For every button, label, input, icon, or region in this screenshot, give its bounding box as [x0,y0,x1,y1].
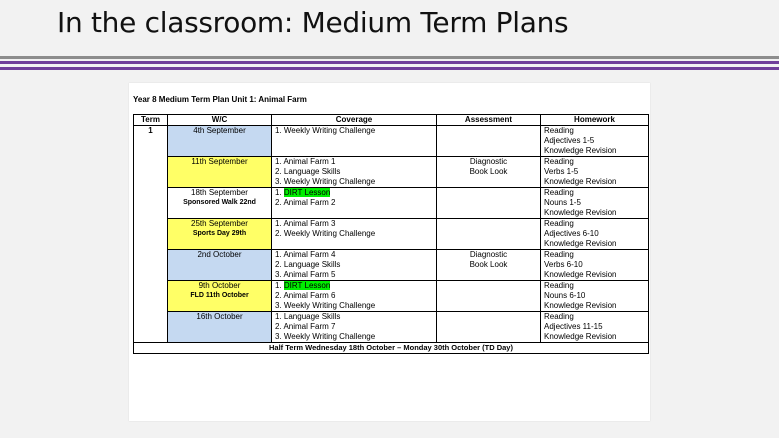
homework-cell [541,219,649,250]
table-row [134,281,649,312]
coverage-item: 1. Animal Farm 3 [275,219,336,228]
assessment-cell [437,157,541,188]
assessment-cell [437,281,541,312]
homework-item: Knowledge Revision [544,332,617,341]
coverage-cell [272,281,437,312]
homework-item: Knowledge Revision [544,270,617,279]
homework-item: Knowledge Revision [544,146,617,155]
week-commencing-cell [168,157,272,188]
homework-item: Verbs 1-5 [544,167,579,176]
slide-title: In the classroom: Medium Term Plans [57,6,569,39]
week-commencing-cell [168,219,272,250]
title-divider-gray [0,56,779,59]
week-commencing-date: 16th October [196,312,243,321]
homework-item: Knowledge Revision [544,177,617,186]
coverage-item: 3. Weekly Writing Challenge [275,301,376,310]
week-commencing-date: 18th September [191,188,248,197]
homework-item: Knowledge Revision [544,239,617,248]
homework-cell [541,157,649,188]
week-event-note: Sponsored Walk 22nd [183,199,256,206]
coverage-item: 2. Weekly Writing Challenge [275,229,376,238]
coverage-item [275,281,433,291]
homework-cell [541,312,649,343]
coverage-cell [272,157,437,188]
assessment-cell [437,312,541,343]
week-commencing-cell [168,281,272,312]
homework-item: Adjectives 1-5 [544,136,595,145]
table-row [134,126,649,157]
assessment-cell [437,188,541,219]
assessment-cell [437,126,541,157]
homework-item: Nouns 6-10 [544,291,586,300]
coverage-item: 1. Animal Farm 1 [275,157,336,166]
homework-cell [541,188,649,219]
week-commencing-cell [168,250,272,281]
medium-term-plan-document [129,83,650,421]
table-header-row [134,115,649,126]
coverage-item: 1. Language Skills [275,312,341,321]
assessment-item: Book Look [469,167,508,176]
homework-item: Reading [544,188,574,197]
coverage-item: 2. Language Skills [275,260,341,269]
coverage-item: 3. Weekly Writing Challenge [275,177,376,186]
coverage-item: 2. Animal Farm 2 [275,198,336,207]
column-header-wc: W/C [168,115,272,126]
table-row [134,312,649,343]
week-commencing-date: 25th September [191,219,248,228]
week-commencing-date: 11th September [191,157,248,166]
coverage-item-number: 1. [275,281,284,290]
homework-cell [541,126,649,157]
assessment-item: Diagnostic [469,250,508,259]
table-row [134,157,649,188]
title-divider-purple-upper [0,61,779,64]
table-row [134,219,649,250]
homework-item: Adjectives 11-15 [544,322,603,331]
title-divider-purple-lower [0,67,779,70]
homework-item: Knowledge Revision [544,208,617,217]
homework-item: Reading [544,219,574,228]
dirt-lesson-highlight: DIRT Lesson [283,188,331,197]
plan-table [133,114,649,354]
column-header-coverage: Coverage [272,115,437,126]
column-header-assessment: Assessment [437,115,541,126]
homework-item: Nouns 1-5 [544,198,581,207]
coverage-item [275,188,433,198]
coverage-cell [272,250,437,281]
table-row [134,188,649,219]
coverage-item-number: 1. [275,188,284,197]
plan-table-body [134,126,649,343]
coverage-cell [272,126,437,157]
coverage-item: 2. Animal Farm 7 [275,322,336,331]
homework-item: Adjectives 6-10 [544,229,599,238]
week-commencing-date: 9th October [198,281,241,290]
homework-item: Reading [544,250,574,259]
column-header-homework: Homework [541,115,649,126]
coverage-item: 1. Animal Farm 4 [275,250,336,259]
coverage-item: 3. Animal Farm 5 [275,270,336,279]
coverage-item: 1. Weekly Writing Challenge [275,126,376,135]
homework-item: Reading [544,312,574,321]
dirt-lesson-highlight: DIRT Lesson [283,281,331,290]
homework-item: Reading [544,157,574,166]
coverage-item: 3. Weekly Writing Challenge [275,332,376,341]
table-row [134,250,649,281]
homework-cell [541,281,649,312]
coverage-cell [272,312,437,343]
term-cell: 1 [134,126,168,343]
week-commencing-cell [168,188,272,219]
homework-item: Reading [544,281,574,290]
homework-item: Knowledge Revision [544,301,617,310]
half-term-note: Half Term Wednesday 18th October – Monday 30th October (TD Day) [134,343,649,354]
homework-item: Verbs 6-10 [544,260,583,269]
week-commencing-date: 2nd October [197,250,242,259]
column-header-term: Term [134,115,168,126]
week-commencing-cell [168,312,272,343]
coverage-item: 2. Animal Farm 6 [275,291,336,300]
coverage-cell [272,219,437,250]
week-event-note: Sports Day 29th [192,230,247,237]
coverage-cell [272,188,437,219]
homework-cell [541,250,649,281]
week-event-note: FLD 11th October [190,292,249,299]
week-commencing-cell [168,126,272,157]
half-term-row [134,343,649,354]
assessment-cell [437,219,541,250]
coverage-item: 2. Language Skills [275,167,341,176]
homework-item: Reading [544,126,574,135]
assessment-cell [437,250,541,281]
document-heading: Year 8 Medium Term Plan Unit 1: Animal Farm [133,95,307,104]
assessment-item: Diagnostic [469,157,508,166]
assessment-item: Book Look [469,260,508,269]
week-commencing-date: 4th September [193,126,246,135]
